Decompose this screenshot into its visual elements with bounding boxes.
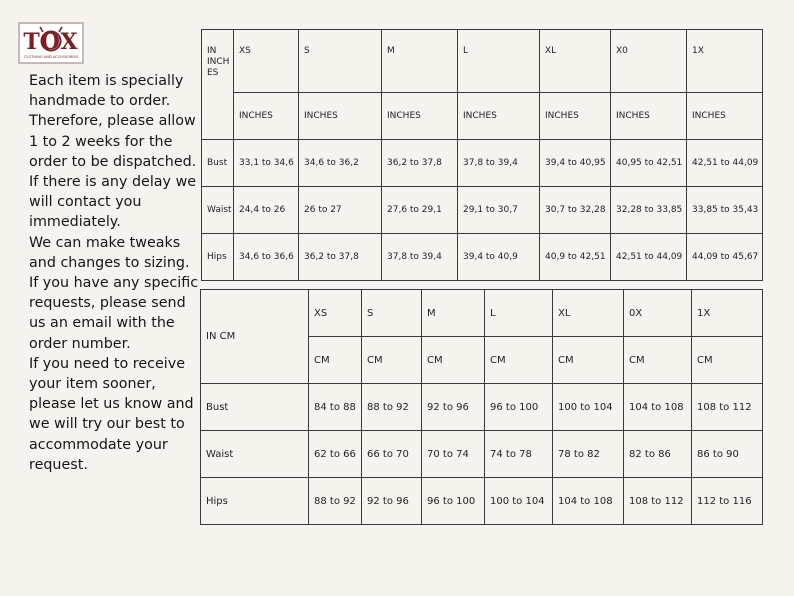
size-x0-header: X0 <box>611 30 687 93</box>
logo-tagline: CLOTHING AND ACCESSORIES <box>23 55 79 59</box>
size-s-header: S <box>362 290 422 337</box>
table-cell: 100 to 104 <box>553 384 624 431</box>
table-cell: 92 to 96 <box>422 384 485 431</box>
unit-label: INCHES <box>458 93 540 140</box>
unit-label: INCHES <box>234 93 299 140</box>
unit-label: CM <box>485 337 553 384</box>
unit-label: CM <box>309 337 362 384</box>
table-cell: 33,85 to 35,43 <box>687 187 763 234</box>
table-cell: 104 to 108 <box>624 384 692 431</box>
table-row-hips <box>201 478 763 525</box>
unit-label: CM <box>692 337 763 384</box>
logo-graphic <box>20 24 82 62</box>
size-1x-header: 1X <box>687 30 763 93</box>
row-label: Hips <box>201 478 309 525</box>
table-cell: 37,8 to 39,4 <box>458 140 540 187</box>
table-row-bust <box>202 140 763 187</box>
size-xl-header: XL <box>540 30 611 93</box>
table-cell: 62 to 66 <box>309 431 362 478</box>
table-cell: 36,2 to 37,8 <box>382 140 458 187</box>
table-row-waist <box>201 431 763 478</box>
intro-paragraph: We can make tweaks and changes to sizing. If you have any specific requests, please send us an email with the order number. <box>29 234 199 352</box>
table-cell: 26 to 27 <box>299 187 382 234</box>
unit-label: INCHES <box>299 93 382 140</box>
table-cell: 39,4 to 40,9 <box>458 234 540 281</box>
unit-label: CM <box>422 337 485 384</box>
table-cell: 66 to 70 <box>362 431 422 478</box>
intro-paragraph: If there is any delay we will contact you immediately. <box>29 174 197 231</box>
unit-label: INCHES <box>687 93 763 140</box>
table-cell: 78 to 82 <box>553 431 624 478</box>
table-cell: 34,6 to 36,2 <box>299 140 382 187</box>
table-cell: 39,4 to 40,95 <box>540 140 611 187</box>
table-cell: 84 to 88 <box>309 384 362 431</box>
row-label: Hips <box>202 234 234 281</box>
size-xl-header: XL <box>553 290 624 337</box>
table-cell: 112 to 116 <box>692 478 763 525</box>
size-l-header: L <box>485 290 553 337</box>
intro-paragraph: If you need to receive your item sooner, please let us know and we will try our best to accommodate your request. <box>29 355 194 473</box>
unit-header-cm: IN CM <box>201 290 309 384</box>
size-0x-header: 0X <box>624 290 692 337</box>
table-cell: 33,1 to 34,6 <box>234 140 299 187</box>
size-l-header: L <box>458 30 540 93</box>
table-row-bust <box>201 384 763 431</box>
unit-label: CM <box>362 337 422 384</box>
logo-text: TOX <box>23 29 79 55</box>
table-cell: 36,2 to 37,8 <box>299 234 382 281</box>
table-cell: 42,51 to 44,09 <box>687 140 763 187</box>
table-cell: 40,95 to 42,51 <box>611 140 687 187</box>
size-m-header: M <box>382 30 458 93</box>
table-cell: 108 to 112 <box>692 384 763 431</box>
table-cell: 37,8 to 39,4 <box>382 234 458 281</box>
size-xs-header: XS <box>309 290 362 337</box>
size-1x-header: 1X <box>692 290 763 337</box>
unit-label: INCHES <box>611 93 687 140</box>
row-label: Waist <box>201 431 309 478</box>
intro-paragraph: Each item is specially handmade to order. Therefore, please allow 1 to 2 weeks for the order to be dispatched. <box>29 73 197 170</box>
size-chart-inches <box>201 29 763 281</box>
table-cell: 32,28 to 33,85 <box>611 187 687 234</box>
row-label: Bust <box>201 384 309 431</box>
table-cell: 96 to 100 <box>485 384 553 431</box>
table-cell: 24,4 to 26 <box>234 187 299 234</box>
row-label: Waist <box>202 187 234 234</box>
table-cell: 30,7 to 32,28 <box>540 187 611 234</box>
table-cell: 70 to 74 <box>422 431 485 478</box>
unit-header-inches: IN INCH ES <box>202 30 234 140</box>
table-cell: 82 to 86 <box>624 431 692 478</box>
table-cell: 34,6 to 36,6 <box>234 234 299 281</box>
row-label: Bust <box>202 140 234 187</box>
brand-logo <box>18 22 84 64</box>
size-s-header: S <box>299 30 382 93</box>
unit-label: INCHES <box>540 93 611 140</box>
table-cell: 27,6 to 29,1 <box>382 187 458 234</box>
table-cell: 74 to 78 <box>485 431 553 478</box>
size-chart-cm <box>200 289 763 525</box>
unit-label: CM <box>553 337 624 384</box>
unit-label: INCHES <box>382 93 458 140</box>
table-cell: 86 to 90 <box>692 431 763 478</box>
table-cell: 96 to 100 <box>422 478 485 525</box>
table-cell: 108 to 112 <box>624 478 692 525</box>
unit-label: CM <box>624 337 692 384</box>
table-cell: 88 to 92 <box>309 478 362 525</box>
size-m-header: M <box>422 290 485 337</box>
table-cell: 100 to 104 <box>485 478 553 525</box>
size-xs-header: XS <box>234 30 299 93</box>
table-cell: 44,09 to 45,67 <box>687 234 763 281</box>
table-cell: 88 to 92 <box>362 384 422 431</box>
intro-text <box>29 71 199 475</box>
table-row-hips <box>202 234 763 281</box>
table-cell: 42,51 to 44,09 <box>611 234 687 281</box>
table-cell: 40,9 to 42,51 <box>540 234 611 281</box>
table-row-waist <box>202 187 763 234</box>
table-cell: 92 to 96 <box>362 478 422 525</box>
table-cell: 29,1 to 30,7 <box>458 187 540 234</box>
table-cell: 104 to 108 <box>553 478 624 525</box>
